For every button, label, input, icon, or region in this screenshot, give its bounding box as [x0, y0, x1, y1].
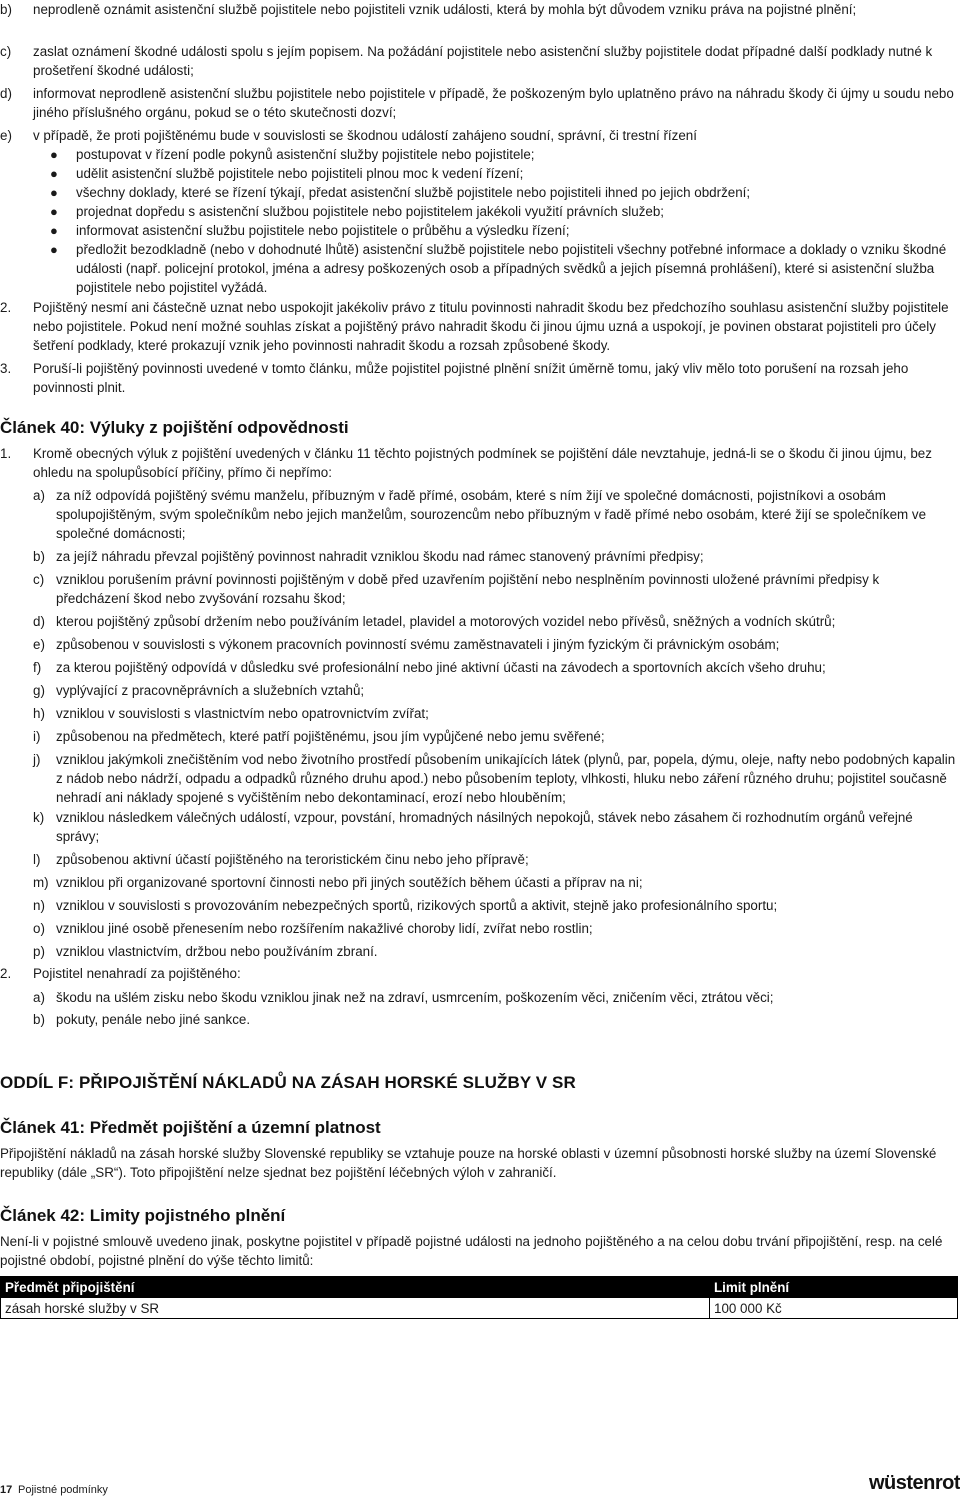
- item-text: za kterou pojištěný odpovídá v důsledku své profesionální nebo jiné aktivní účasti na závodech a sportovních akcích všeho druhu;: [56, 660, 826, 675]
- item-label: c): [0, 44, 12, 59]
- item-label: j): [33, 752, 41, 767]
- item-label: e): [33, 637, 45, 652]
- exclusion-item: [0, 850, 956, 869]
- item-label: f): [33, 660, 42, 675]
- exclusion-item: [0, 873, 956, 892]
- paragraph-1: [0, 444, 956, 482]
- item-text: neprodleně oznámit asistenční službě pojistitele nebo pojistiteli vznik události, která by mohla být důvodem vzniku práva na pojistné plnění;: [33, 2, 857, 17]
- bullet-item: [0, 221, 956, 240]
- page-number: 17: [0, 1484, 13, 1496]
- column-header-limit: Limit plnění: [710, 1277, 958, 1298]
- item-text: vzniklou jakýmkoli znečištěním vod nebo životního prostředí působením unikajících látek (plynů, par, popela, dýmu, oleje, nafty nebo podobných kapalin z nádob nebo nádrží, odpadu a odpadků různého druhu apod.) nebo působením teploty, vlhkosti, hluku nebo záření různého druhu; pojistitel současně nehradí ani náklady spojené s vyčištěním nebo dekontaminací, erozí nebo hlouběním;: [56, 752, 956, 805]
- bullet-item: [0, 240, 956, 297]
- item-label: a): [33, 488, 45, 503]
- exclusion-item: [0, 942, 956, 961]
- section-f-title: ODDÍL F: PŘIPOJIŠTĚNÍ NÁKLADŮ NA ZÁSAH HORSKÉ SLUŽBY V SR: [0, 1073, 576, 1092]
- item-text: pokuty, penále nebo jiné sankce.: [56, 1012, 251, 1027]
- item-b: [0, 0, 956, 19]
- item-c: [0, 42, 956, 80]
- item-text: způsobenou aktivní účastí pojištěného na teroristickém činu nebo jeho přípravě;: [56, 852, 529, 867]
- paragraph-3: [0, 359, 956, 397]
- item-label: d): [33, 614, 45, 629]
- item-label: b): [0, 2, 12, 17]
- sanction-item: [0, 988, 956, 1007]
- bullet-icon: ●: [50, 185, 58, 200]
- bullet-item: [0, 183, 956, 202]
- exclusion-item: [0, 658, 956, 677]
- exclusion-item: [0, 750, 956, 807]
- item-label: i): [33, 729, 41, 744]
- item-label: n): [33, 898, 45, 913]
- article-40-title: Článek 40: Výluky z pojištění odpovědnosti: [0, 418, 349, 437]
- item-text: kterou pojištěný způsobí držením nebo používáním letadel, plavidel a motorových vozidel nebo přívěsů, sněžných a vodních skútrů;: [56, 614, 836, 629]
- item-text: škodu na ušlém zisku nebo škodu vzniklou jinak než na zdraví, usmrcením, poškozením věci, zničením věci, ztrátou věci;: [56, 990, 774, 1005]
- footer-document-name: Pojistné podmínky: [18, 1484, 108, 1496]
- paragraph-number: 2.: [0, 966, 12, 981]
- paragraph-number: 2.: [0, 300, 12, 315]
- item-text: způsobenou na předmětech, které patří pojištěnému, jsou jím vypůjčené nebo jemu svěřené;: [56, 729, 605, 744]
- table-cell: 100 000 Kč: [710, 1298, 958, 1319]
- page-footer: [0, 1479, 960, 1499]
- bullet-item: [0, 202, 956, 221]
- item-label: e): [0, 128, 12, 143]
- brand-logo: wüstenrot: [868, 1472, 960, 1494]
- item-label: m): [33, 875, 49, 890]
- item-text: vzniklou jiné osobě přenesením nebo rozšířením nakažlivé choroby lidí, zvířat nebo rostlin;: [56, 921, 593, 936]
- item-text: vzniklou při organizované sportovní činnosti nebo při jiných soutěžích během účasti a příprav na ni;: [56, 875, 643, 890]
- item-label: o): [33, 921, 45, 936]
- bullet-text: informovat asistenční službu pojistitele nebo pojistitele o průběhu a výsledku řízení;: [76, 223, 570, 238]
- bullet-icon: ●: [50, 223, 58, 238]
- item-text: způsobenou v souvislosti s výkonem pracovních povinností svému zaměstnavateli i jiným fyzickým či právnickým osobám;: [56, 637, 780, 652]
- item-text: za níž odpovídá pojištěný svému manželu, příbuzným v řadě přímé, osobám, které s ním žijí ve společné domácnosti, pojistníkovi a osobám spolupojištěným, svým společníkům nebo jejich manželům, sourozencům nebo příbuzným v řadě přímé nebo osobám, které žijí se společníkem ve společné domácnosti;: [56, 488, 927, 541]
- item-label: g): [33, 683, 45, 698]
- item-text: vzniklou vlastnictvím, držbou nebo používáním zbraní.: [56, 944, 378, 959]
- bullet-icon: ●: [50, 204, 58, 219]
- bullet-item: [0, 145, 956, 164]
- item-label: p): [33, 944, 45, 959]
- exclusion-item: [0, 570, 956, 608]
- bullet-icon: ●: [50, 147, 58, 162]
- item-text: vzniklou porušením právní povinnosti pojištěným v době před uzavřením pojištění nebo nesplněním povinnosti uložené právními předpisy k předcházení škod nebo zvyšování rozsahu škod;: [56, 572, 880, 606]
- bullet-text: udělit asistenční službě pojistitele nebo pojistiteli plnou moc k vedení řízení;: [76, 166, 524, 181]
- item-text: informovat neprodleně asistenční službu pojistitele nebo pojistitele v případě, že poškozeným bylo uplatněno právo na náhradu škody či újmy u soudu nebo jiného příslušného orgánu, pokud se o této skutečnosti dozví;: [33, 86, 954, 120]
- paragraph-number: 3.: [0, 361, 12, 376]
- paragraph-text: Kromě obecných výluk z pojištění uvedených v článku 11 těchto pojistných podmínek se pojištění dále nevztahuje, jedná-li se o škodu či jinou újmu, bez ohledu na spolupůsobící příčiny, přímo či nepřímo:: [33, 446, 932, 480]
- item-text: vzniklou následkem válečných událostí, vzpour, povstání, hromadných násilných nepokojů, stávek nebo zásahem či rozhodnutím orgánů veřejné správy;: [56, 810, 913, 844]
- article-42-text: Není-li v pojistné smlouvě uvedeno jinak, poskytne pojistitel v případě pojistné události na jednoho pojištěného a na celou dobu trvání připojištění, resp. na celé pojistné období, pojistné plnění do výše těchto limitů:: [0, 1234, 943, 1268]
- item-text: v případě, že proti pojištěnému bude v souvislosti se škodnou událostí zahájeno soudní, správní, či trestní řízení: [33, 128, 697, 143]
- article-42-title: Článek 42: Limity pojistného plnění: [0, 1206, 286, 1225]
- item-label: l): [33, 852, 41, 867]
- exclusion-item: [0, 612, 956, 631]
- paragraph-text: Poruší-li pojištěný povinnosti uvedené v tomto článku, může pojistitel pojistné plnění snížit úměrně tomu, jaký vliv mělo toto porušení na rozsah jeho povinnosti plnit.: [33, 361, 909, 395]
- sanction-item: [0, 1010, 956, 1029]
- item-text: vzniklou v souvislosti s provozováním nebezpečných sportů, rizikových sportů a aktivit, stejně jako profesionálního sportu;: [56, 898, 778, 913]
- exclusion-item: [0, 896, 956, 915]
- exclusion-item: [0, 547, 956, 566]
- bullet-icon: ●: [50, 242, 58, 257]
- bullet-text: všechny doklady, které se řízení týkají, předat asistenční službě pojistitele nebo pojistiteli ihned po jejich obdržení;: [76, 185, 751, 200]
- exclusion-item: [0, 727, 956, 746]
- paragraph-2: [0, 964, 956, 983]
- item-label: c): [33, 572, 45, 587]
- exclusion-item: [0, 486, 956, 543]
- bullet-item: [0, 164, 956, 183]
- item-label: b): [33, 1012, 45, 1027]
- item-label: b): [33, 549, 45, 564]
- item-label: a): [33, 990, 45, 1005]
- limits-table: [0, 1276, 958, 1319]
- bullet-icon: ●: [50, 166, 58, 181]
- item-d: [0, 84, 956, 122]
- paragraph-text: Pojištěný nesmí ani částečně uznat nebo uspokojit jakékoliv právo z titulu povinnosti nahradit škodu bez předchozího souhlasu asistenční služby pojistitele nebo pojistitele. Pokud není možné souhlas získat a pojištěný právo nahradit škodu či jinou újmu uzná a uspokojí, je povinen obstarat pojistiteli pro účely šetření podklady, které prokazují vznik jeho povinnosti nahradit škodu a rozsah způsobené škody.: [33, 300, 949, 353]
- bullet-text: projednat dopředu s asistenční službou pojistitele nebo pojistitelem jakékoli využití právních služeb;: [76, 204, 665, 219]
- item-label: h): [33, 706, 45, 721]
- item-text: za jejíž náhradu převzal pojištěný povinnost nahradit vzniklou škodu nad rámec stanovený právními předpisy;: [56, 549, 704, 564]
- bullet-text: předložit bezodkladně (nebo v dohodnuté lhůtě) asistenční službě pojistitele nebo pojistiteli všechny potřebné informace a doklady o vzniku škodné události (např. policejní protokol, jména a adresy poškozených osob a případných svědků a jejich písemná prohlášení), které si asistenční služba pojistitele nebo pojistitel vyžádá.: [76, 242, 947, 295]
- paragraph-number: 1.: [0, 446, 12, 461]
- paragraph-text: Pojistitel nenahradí za pojištěného:: [33, 966, 241, 981]
- column-header-subject: Předmět připojištění: [1, 1277, 710, 1298]
- bullet-text: postupovat v řízení podle pokynů asistenční služby pojistitele nebo pojistitele;: [76, 147, 535, 162]
- table-row: [1, 1298, 958, 1319]
- paragraph-2: [0, 298, 956, 355]
- item-label: d): [0, 86, 12, 101]
- exclusion-item: [0, 704, 956, 723]
- exclusion-item: [0, 919, 956, 938]
- item-label: k): [33, 810, 45, 825]
- item-text: zaslat oznámení škodné události spolu s jejím popisem. Na požádání pojistitele nebo asistenční služby pojistitele dodat případné další podklady nutné k prošetření škodné události;: [33, 44, 933, 78]
- table-header-row: [1, 1277, 958, 1298]
- article-41-title: Článek 41: Předmět pojištění a územní platnost: [0, 1118, 381, 1137]
- table-cell: zásah horské služby v SR: [1, 1298, 710, 1319]
- exclusion-item: [0, 808, 956, 846]
- exclusion-item: [0, 681, 956, 700]
- item-text: vyplývající z pracovněprávních a služebních vztahů;: [56, 683, 365, 698]
- item-e: [0, 126, 956, 145]
- article-41-text: Připojištění nákladů na zásah horské služby Slovenské republiky se vztahuje pouze na horské oblasti v územní působnosti horské služby na území Slovenské republiky (dále „SR“). Toto připojištění nelze sjednat bez pojištění léčebných výloh v zahraničí.: [0, 1146, 937, 1180]
- item-text: vzniklou v souvislosti s vlastnictvím nebo opatrovnictvím zvířat;: [56, 706, 429, 721]
- exclusion-item: [0, 635, 956, 654]
